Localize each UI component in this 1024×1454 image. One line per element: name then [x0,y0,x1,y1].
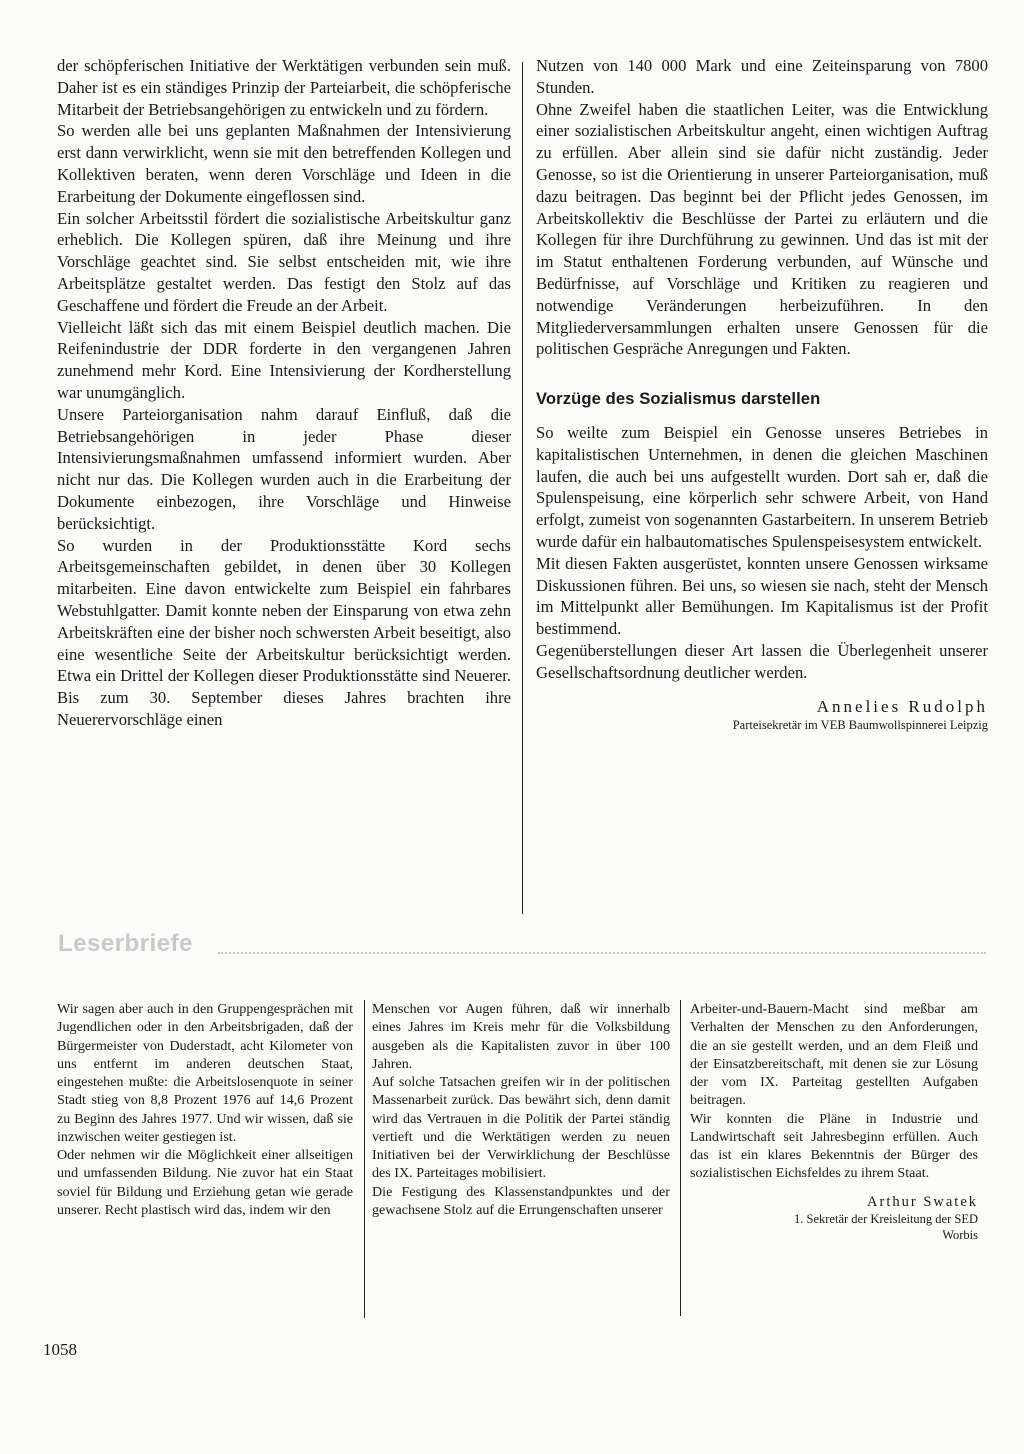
section-heading: Vorzüge des Sozialismus darstellen [536,389,821,409]
column-divider [364,1000,365,1318]
paragraph: der schöpferischen Initiative der Werktätigen verbunden sein muß. Daher ist es ein ständiges Prinzip der Parteiarbeit, die schöpferische Mitarbeit der Betriebsangehörigen zu entwickeln und zu fördern. [57,56,511,119]
section-label: Leserbriefe [58,930,193,957]
paragraph: Unsere Parteiorganisation nahm darauf Einfluß, daß die Betriebsangehörigen in jeder Phase dieser Intensivierungsmaßnahmen umfassend informiert wurden. Aber nicht nur das. Die Kollegen wurden auch in die Erarbeitung der Dokumente einbezogen, ihre Vorschläge und Hinweise berücksichtigt. [57,404,511,533]
paragraph: Mit diesen Fakten ausgerüstet, konnten unsere Genossen wirksame Diskussionen führen. Bei uns, so wiesen sie nach, steht der Mensch im Mittelpunkt aller Bemühungen. Im Kapitalismus ist der Profit bestimmend. [536,553,988,639]
top-right-column [536,55,988,733]
author-name: Arthur Swatek [867,1193,978,1210]
author-role: 1. Sekretär der Kreisleitung der SED [794,1211,978,1226]
author-location: Worbis [942,1227,978,1242]
top-left-column [57,55,511,731]
paragraph: Nutzen von 140 000 Mark und eine Zeiteinsparung von 7800 Stunden. [536,56,988,97]
column-divider [522,62,523,914]
paragraph: Gegenüberstellungen dieser Art lassen die Überlegenheit unserer Gesellschaftsordnung deutlicher werden. [536,640,988,682]
page-number: 1058 [43,1340,77,1359]
paragraph: Oder nehmen wir die Möglichkeit einer allseitigen und umfassenden Bildung. Nie zuvor hat ein Staat soviel für Bildung und Erziehung getan wie gerade unserer. Recht plastisch wird das, indem wir den [57,1147,353,1218]
letters-column-3 [690,1000,978,1243]
paragraph: Auf solche Tatsachen greifen wir in der politischen Massenarbeit zurück. Das bewährt sich, denn damit wird das Vertrauen in die Politik der Partei ständig vertieft und die Werktätigen werden zu neuen Initiativen bei der Verwirklichung der Beschlüsse des IX. Parteitages mobilisiert. [372,1074,670,1182]
section-divider [218,952,986,954]
paragraph: Vielleicht läßt sich das mit einem Beispiel deutlich machen. Die Reifenindustrie der DDR forderte in den vergangenen Jahren zunehmend mehr Kord. Eine Intensivierung der Kordherstellung war unumgänglich. [57,317,511,402]
author-name: Annelies Rudolph [816,696,988,716]
paragraph: Wir konnten die Pläne in Industrie und Landwirtschaft seit Jahresbeginn erfüllen. Auch das ist ein klares Bekenntnis der Bürger des sozialistischen Eichsfeldes zu ihrem Staat. [690,1110,978,1182]
paragraph: Menschen vor Augen führen, daß wir innerhalb eines Jahres im Kreis mehr für die Volksbildung ausgeben als die Kapitalisten zuvor in über 100 Jahren. [372,1001,670,1072]
column-divider [680,1000,681,1316]
author-role: Parteisekretär im VEB Baumwollspinnerei Leipzig [732,718,988,733]
paragraph: Ein solcher Arbeitsstil fördert die sozialistische Arbeitskultur ganz erheblich. Die Kollegen spüren, daß ihre Meinung und ihre Vorschläge geachtet sind. Sie selbst entscheiden mit, wie ihre Arbeitsplätze gestaltet werden. Das festigt den Stolz auf das Geschaffene und fördert die Freude an der Arbeit. [57,208,511,315]
paragraph: So werden alle bei uns geplanten Maßnahmen der Intensivierung erst dann verwirklicht, wenn sie mit den betreffenden Kollegen und Kollektiven beraten, wenn deren Vorschläge und Ideen in die Erarbeitung der Dokumente eingeflossen sind. [57,121,511,206]
paragraph: Arbeiter-und-Bauern-Macht sind meßbar am Verhalten der Menschen zu den Anforderungen, die an sie gestellt werden, und an dem Fleiß und der Einsatzbereitschaft, mit denen sie zur Lösung der vom IX. Parteitag gestellten Aufgaben beitragen. [690,1001,978,1109]
paragraph: Die Festigung des Klassenstandpunktes und der gewachsene Stolz auf die Errungenschaften unserer [372,1183,670,1218]
paragraph: So weilte zum Beispiel ein Genosse unseres Betriebes in kapitalistischen Unternehmen, in denen die gleichen Maschinen laufen, die auch bei uns aufgestellt wurden. Dort sah er, daß die Spulenspeisung, eine körperlich sehr schwere Arbeit, von Hand erfolgt, zumeist von sogenannten Gastarbeitern. In unserem Betrieb wurde dafür ein halbautomatisches Spulenspeisesystem entwickelt. [536,422,988,551]
paragraph: Wir sagen aber auch in den Gruppengesprächen mit Jugendlichen oder in den Arbeitsbrigaden, daß der Bürgermeister von Duderstadt, acht Kilometer von uns entfernt im anderen deutschen Staat, eingestehen mußte: die Arbeitslosenquote in seiner Stadt stieg von 8,8 Prozent 1976 auf 14,6 Prozent zu Beginn des Jahres 1977. Und wir wissen, daß sie inzwischen weiter gestiegen ist. [57,1001,353,1145]
paragraph: So wurden in der Produktionsstätte Kord sechs Arbeitsgemeinschaften gebildet, in denen über 30 Kollegen mitarbeiten. Eine davon entwickelte zum Beispiel ein fahrbares Webstuhlgatter. Damit konnte neben der Einsparung von etwa zehn Arbeitskräften eine der bisher noch schwersten Arbeit beseitigt, also eine wesentliche Seite der Arbeitskultur berücksichtigt werden. Etwa ein Drittel der Kollegen dieser Produktionsstätte sind Neuerer. Bis zum 30. September dieses Jahres brachten ihre Neuerervorschläge einen [57,535,511,729]
letters-column-2 [372,1000,670,1219]
letters-column-1 [57,1000,353,1219]
paragraph: Ohne Zweifel haben die staatlichen Leiter, was die Entwicklung einer sozialistischen Arbeitskultur angeht, einen wichtigen Auftrag zu erfüllen. Aber allein sind sie dafür nicht zuständig. Jeder Genosse, so ist die Orientierung in unserer Parteiorganisation, muß dazu beitragen. Das beginnt bei der Pflicht jedes Genossen, im Arbeitskollektiv die Beschlüsse der Partei zu erläutern und die Kollegen für ihre Durchführung zu gewinnen. Und das ist mit der im Statut enthaltenen Forderung verbunden, auf Wünsche und Bedürfnisse, auf Vorschläge und Kritiken zu reagieren und notwendige Veränderungen herbeizuführen. In den Mitgliederversammlungen erhalten unsere Genossen für die politischen Gespräche Anregungen und Fakten. [536,99,988,359]
